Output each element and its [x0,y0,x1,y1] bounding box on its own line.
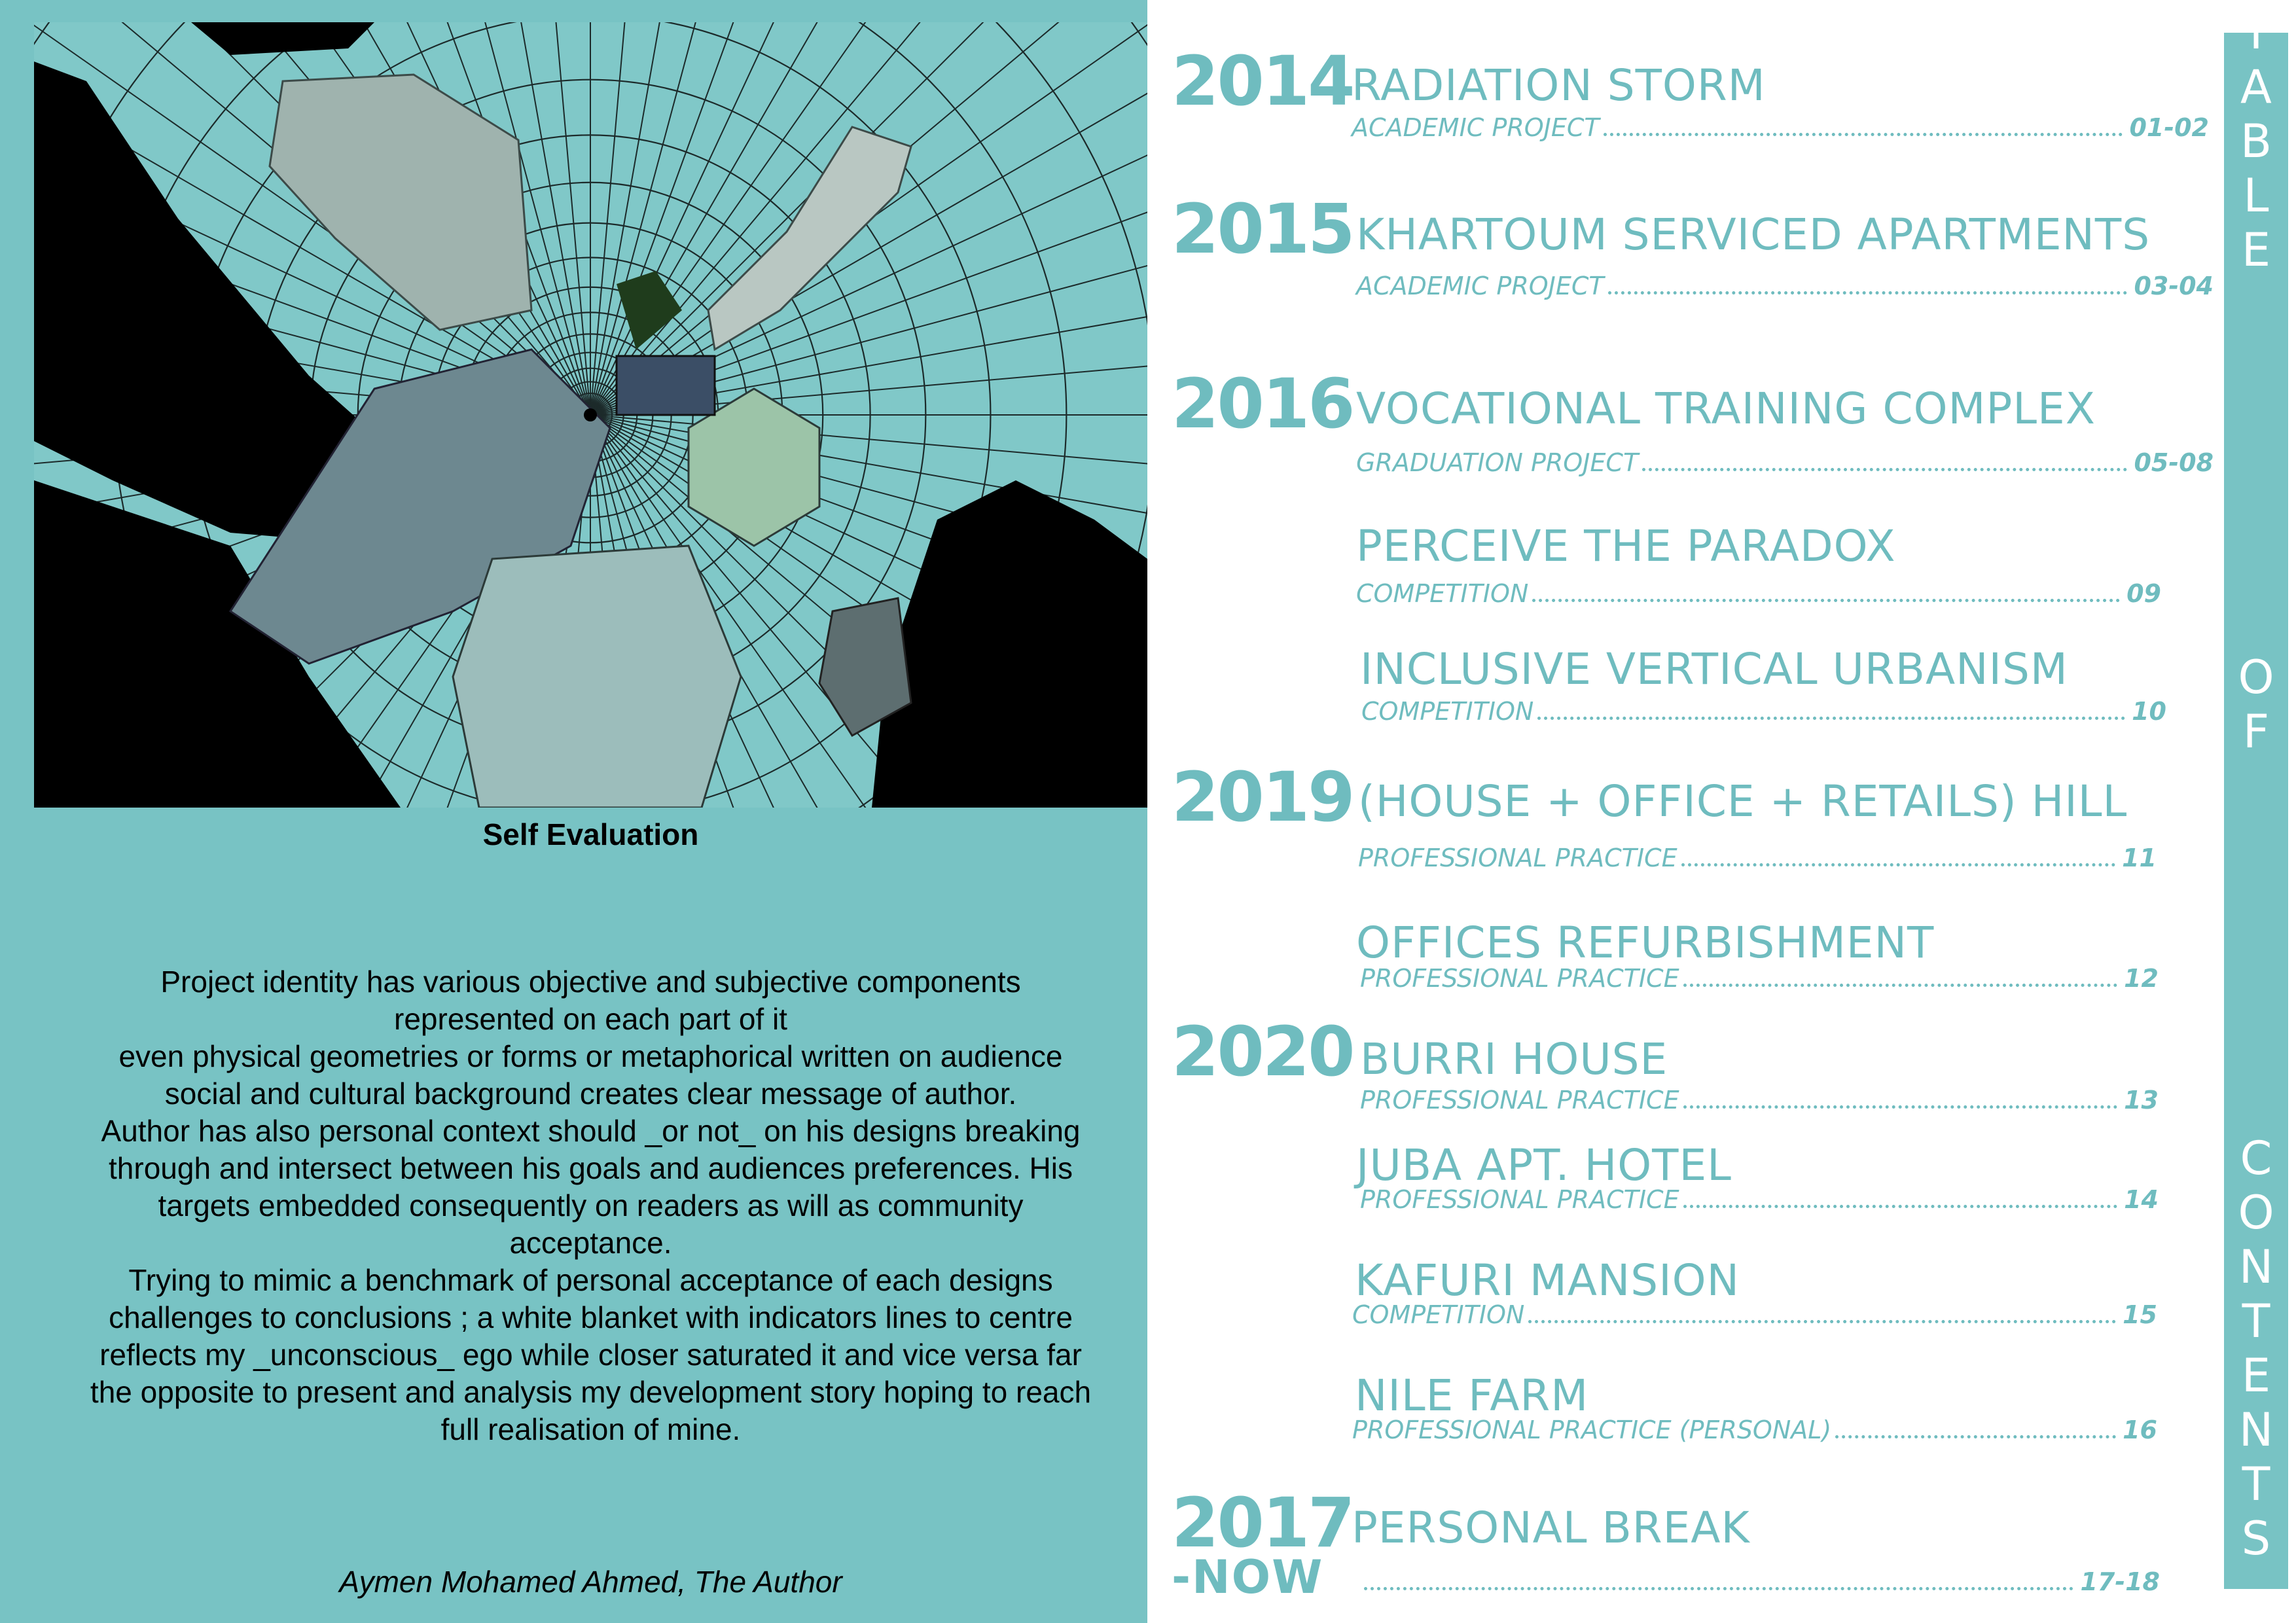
table-of-contents-vertical-label [2224,6,2288,1589]
toc-page-numbers: 15 [2123,1300,2157,1329]
toc-page-numbers: 11 [2122,844,2157,872]
leader-dots [1681,863,2116,866]
toc-entry-title[interactable]: KHARTOUM SERVICED APARTMENTS [1356,209,2151,260]
toc-page-numbers: 03-04 [2134,272,2214,300]
self-evaluation-line: Trying to mimic a benchmark of personal acceptance of each designs [128,1263,1053,1297]
self-evaluation-panel [0,0,1147,1623]
toc-page-numbers: 10 [2132,697,2166,726]
year-2015: 2015 [1172,189,1354,269]
toc-entry-category: GRADUATION PROJECT [1356,448,1639,477]
vertical-label-letter: T [2242,1294,2270,1348]
leader-dots [1683,984,2118,987]
vertical-label-letter: O [2238,1186,2274,1240]
toc-entry-category: ACADEMIC PROJECT [1352,113,1600,142]
leader-dots [1537,717,2125,720]
self-evaluation-line: Author has also personal context should _or not_ on his designs breaking [101,1114,1081,1148]
vertical-label-letter: S [2241,1512,2271,1565]
polar-grid-artwork [34,22,1147,808]
toc-page-numbers: 14 [2124,1185,2159,1214]
toc-entry-title[interactable]: RADIATION STORM [1352,60,1766,111]
polar-collage-image [34,22,1147,808]
toc-entry-category: PROFESSIONAL PRACTICE [1360,1086,1679,1115]
self-evaluation-line: the opposite to present and analysis my development story hoping to reach [90,1375,1092,1409]
toc-entry-subline[interactable] [1360,1187,2159,1212]
toc-page-numbers: 01-02 [2129,113,2209,142]
toc-entry-subline[interactable] [1352,1302,2157,1327]
vertical-label-letter: E [2241,223,2271,277]
year-2020: 2020 [1172,1012,1354,1092]
leader-dots [1364,1587,2073,1590]
vertical-label-letter: N [2238,1240,2274,1294]
leader-dots [1683,1205,2118,1208]
floor-plan [453,546,741,808]
toc-entry-title[interactable]: BURRI HOUSE [1360,1034,1668,1084]
vertical-label-letter: T [2242,6,2270,60]
vertical-label-letter: N [2238,1403,2274,1457]
leader-dots [1835,1435,2116,1438]
self-evaluation-line: Project identity has various objective and subjective components [160,965,1021,999]
leader-dots [1532,599,2120,602]
year-2014: 2014 [1172,41,1354,121]
toc-entry-title[interactable]: (HOUSE + OFFICE + RETAILS) HILL [1358,776,2128,827]
toc-entry-category: PROFESSIONAL PRACTICE (PERSONAL) [1352,1416,1832,1444]
toc-entry-category: COMPETITION [1361,697,1534,726]
vertical-label-letter: T [2242,1457,2270,1511]
self-evaluation-line: reflects my _unconscious_ ego while closer saturated it and vice versa far [99,1338,1082,1372]
vertical-label-letter: C [2240,1132,2272,1185]
toc-entry-title[interactable]: PERSONAL BREAK [1352,1503,1750,1553]
toc-entry-category: PROFESSIONAL PRACTICE [1360,1185,1679,1214]
toc-entry-subline[interactable] [1352,1418,2157,1442]
toc-entry-category: PROFESSIONAL PRACTICE [1358,844,1677,872]
self-evaluation-line: social and cultural background creates clear message of author. [164,1077,1017,1111]
toc-page-numbers: 05-08 [2134,448,2214,477]
leader-dots [1528,1320,2116,1323]
year-2016: 2016 [1172,364,1354,444]
toc-page-numbers: 16 [2123,1416,2157,1444]
toc-entry-subline[interactable] [1356,450,2214,475]
vertical-label-letter: E [2241,1349,2271,1402]
vertical-label-letter: B [2240,115,2272,168]
self-evaluation-line: through and intersect between his goals and audiences preferences. His [109,1151,1073,1185]
toc-entry-title[interactable]: INCLUSIVE VERTICAL URBANISM [1360,644,2068,694]
self-evaluation-text [33,963,1149,1448]
toc-entry-category: COMPETITION [1356,579,1529,608]
year-now: -NOW [1172,1550,1324,1604]
year-2017: 2017 [1172,1483,1354,1563]
toc-entry-title[interactable]: KAFURI MANSION [1355,1255,1740,1306]
grid-center [584,408,597,421]
toc-entry-subline[interactable] [1360,1569,2160,1594]
self-evaluation-line: even physical geometries or forms or metaphorical written on audience [118,1039,1063,1073]
vertical-label-letter: A [2240,60,2272,114]
self-evaluation-line: full realisation of mine. [440,1412,741,1446]
toc-entry-subline[interactable] [1360,966,2159,991]
self-evaluation-line: represented on each part of it [394,1002,787,1036]
toc-entry-title[interactable]: JUBA APT. HOTEL [1356,1140,1732,1190]
self-evaluation-line: challenges to conclusions ; a white blanket with indicators lines to centre [109,1300,1073,1334]
self-evaluation-line: acceptance. [509,1226,672,1260]
self-evaluation-title: Self Evaluation [482,817,699,851]
toc-entry-category: ACADEMIC PROJECT [1356,272,1604,300]
toc-page-numbers: 09 [2126,579,2161,608]
toc-entry-subline[interactable] [1361,699,2166,724]
toc-entry-subline[interactable] [1356,274,2214,298]
vertical-label-letter: L [2243,169,2269,223]
toc-entry-category: COMPETITION [1352,1300,1525,1329]
vertical-label-letter: O [2238,651,2274,704]
vertical-label-letter: F [2242,705,2270,758]
toc-entry-title[interactable]: VOCATIONAL TRAINING COMPLEX [1356,383,2096,434]
toc-entry-title[interactable]: PERCEIVE THE PARADOX [1356,521,1896,571]
leader-dots [1608,291,2128,294]
toc-entry-title[interactable]: NILE FARM [1355,1370,1589,1421]
toc-page-numbers: 17-18 [2080,1567,2160,1596]
toc-page-numbers: 13 [2124,1086,2159,1115]
toc-entry-category: PROFESSIONAL PRACTICE [1360,964,1679,993]
author-signature: Aymen Mohamed Ahmed, The Author [339,1565,842,1599]
house-model [617,356,715,415]
toc-entry-subline[interactable] [1356,581,2161,606]
toc-entry-subline[interactable] [1360,1088,2159,1113]
toc-page-numbers: 12 [2124,964,2159,993]
year-2019: 2019 [1172,757,1354,837]
leader-dots [1604,133,2123,136]
toc-entry-title[interactable]: OFFICES REFURBISHMENT [1356,918,1935,968]
self-evaluation-line: targets embedded consequently on readers as will as community [158,1188,1024,1222]
toc-entry-subline[interactable] [1352,115,2209,140]
leader-dots [1642,468,2127,471]
leader-dots [1683,1105,2118,1109]
toc-entry-subline[interactable] [1358,846,2157,870]
